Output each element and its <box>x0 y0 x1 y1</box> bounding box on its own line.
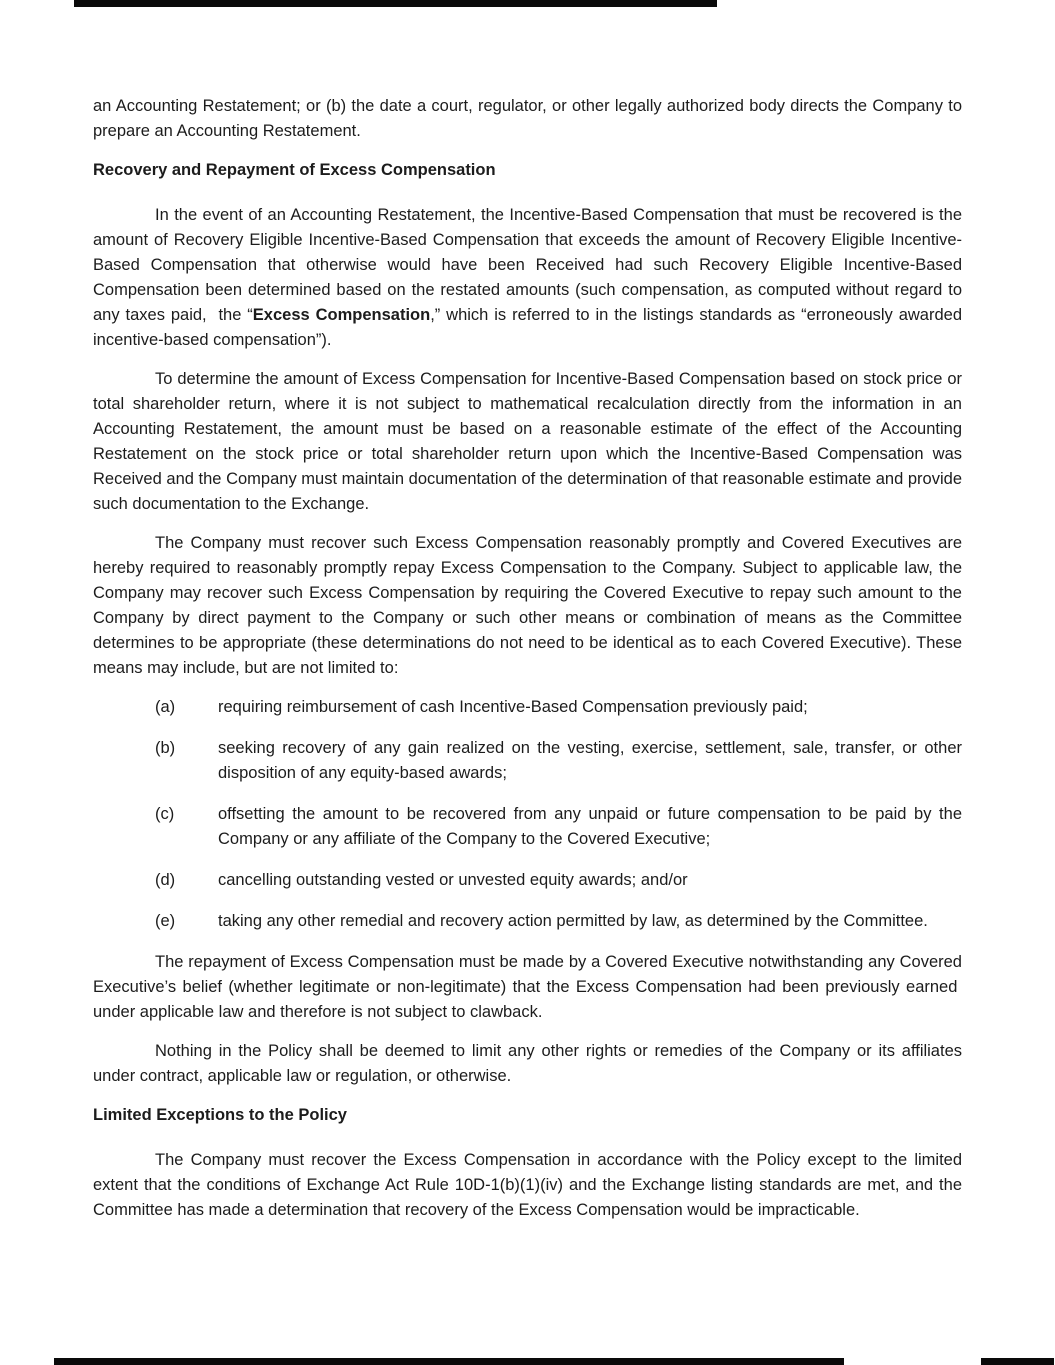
bold-term: Excess Compensation <box>252 306 431 324</box>
paragraph <box>93 531 962 681</box>
list-item <box>93 802 962 852</box>
paragraph <box>93 1148 962 1223</box>
list-item-label: (e) <box>155 912 176 930</box>
document-content <box>93 94 962 1237</box>
text-segment: The repayment of Excess Compensation must be made by a Covered Executive notwithstanding any Covered Executive’s belief (whether legitimate or non-legitimate) that the Excess Compensation had been previously earned under applicable law and therefore is not subject to clawback. <box>93 953 962 1021</box>
section-heading: Limited Exceptions to the Policy <box>93 1106 347 1124</box>
text-segment: ,” which is referred to in the listings standards as “erroneously awarded incentive-based compensation”). <box>93 306 962 349</box>
text-segment: seeking recovery of any gain realized on the vesting, exercise, settlement, sale, transfer, or other disposition of any equity-based awards; <box>218 739 962 782</box>
text-segment: Nothing in the Policy shall be deemed to limit any other rights or remedies of the Company or its affiliates under contract, applicable law or regulation, or otherwise. <box>93 1042 962 1085</box>
list-item-text <box>218 802 962 852</box>
text-segment: cancelling outstanding vested or unvested equity awards; and/or <box>218 871 688 889</box>
list-item <box>93 736 962 786</box>
list-item-text <box>218 695 962 720</box>
scan-artifact-bottom-bar <box>54 1358 844 1365</box>
list-item-label: (a) <box>155 698 176 716</box>
text-segment: In the event of an Accounting Restatement, the Incentive-Based Compensation that must be recovered is the amount of Recovery Eligible Incentive-Based Compensation that exceeds the amount of Recovery Eligible Incentive-Based Compensation that otherwise would have been Received had such Recovery Eligible Incentive-Based Compensation been determined based on the restated amounts (such compensation, as computed without regard to any taxes paid, the “ <box>93 206 962 324</box>
text-segment: taking any other remedial and recovery action permitted by law, as determined by the Committee. <box>218 912 928 930</box>
text-segment: requiring reimbursement of cash Incentive-Based Compensation previously paid; <box>218 698 808 716</box>
paragraph <box>93 94 962 144</box>
list-item <box>93 868 962 893</box>
paragraph <box>93 203 962 353</box>
section-heading: Recovery and Repayment of Excess Compensation <box>93 161 496 179</box>
scan-artifact-bottom-corner <box>981 1358 1054 1365</box>
paragraph <box>93 367 962 517</box>
list-item <box>93 695 962 720</box>
text-segment: offsetting the amount to be recovered from any unpaid or future compensation to be paid by the Company or any affiliate of the Company to the Covered Executive; <box>218 805 962 848</box>
list-item-label: (c) <box>155 805 175 823</box>
text-segment: The Company must recover such Excess Compensation reasonably promptly and Covered Executives are hereby required to reasonably promptly repay Excess Compensation to the Company. Subject to applicable law, the Company may recover such Excess Compensation by requiring the Covered Executive to repay such amount to the Company by direct payment to the Company or such other means or combination of means as the Committee determines to be appropriate (these determinations do not need to be identical as to each Covered Executive). These means may include, but are not limited to: <box>93 534 962 677</box>
scan-artifact-top-bar <box>74 0 717 7</box>
paragraph <box>93 950 962 1025</box>
list-item <box>93 909 962 934</box>
list-item-text <box>218 868 962 893</box>
list-item-text <box>218 736 962 786</box>
list-item-label: (b) <box>155 739 176 757</box>
text-segment: The Company must recover the Excess Compensation in accordance with the Policy except to the limited extent that the conditions of Exchange Act Rule 10D-1(b)(1)(iv) and the Exchange listing standards are met, and the Committee has made a determination that recovery of the Excess Compensation would be impracticable. <box>93 1151 962 1219</box>
text-segment: an Accounting Restatement; or (b) the date a court, regulator, or other legally authorized body directs the Company to prepare an Accounting Restatement. <box>93 97 962 140</box>
paragraph <box>93 1039 962 1089</box>
list-item-text <box>218 909 962 934</box>
text-segment: To determine the amount of Excess Compensation for Incentive-Based Compensation based on stock price or total shareholder return, where it is not subject to mathematical recalculation directly from the information in an Accounting Restatement, the amount must be based on a reasonable estimate of the effect of the Accounting Restatement on the stock price or total shareholder return upon which the Incentive-Based Compensation was Received and the Company must maintain documentation of the determination of that reasonable estimate and provide such documentation to the Exchange. <box>93 370 962 513</box>
list-item-label: (d) <box>155 871 176 889</box>
